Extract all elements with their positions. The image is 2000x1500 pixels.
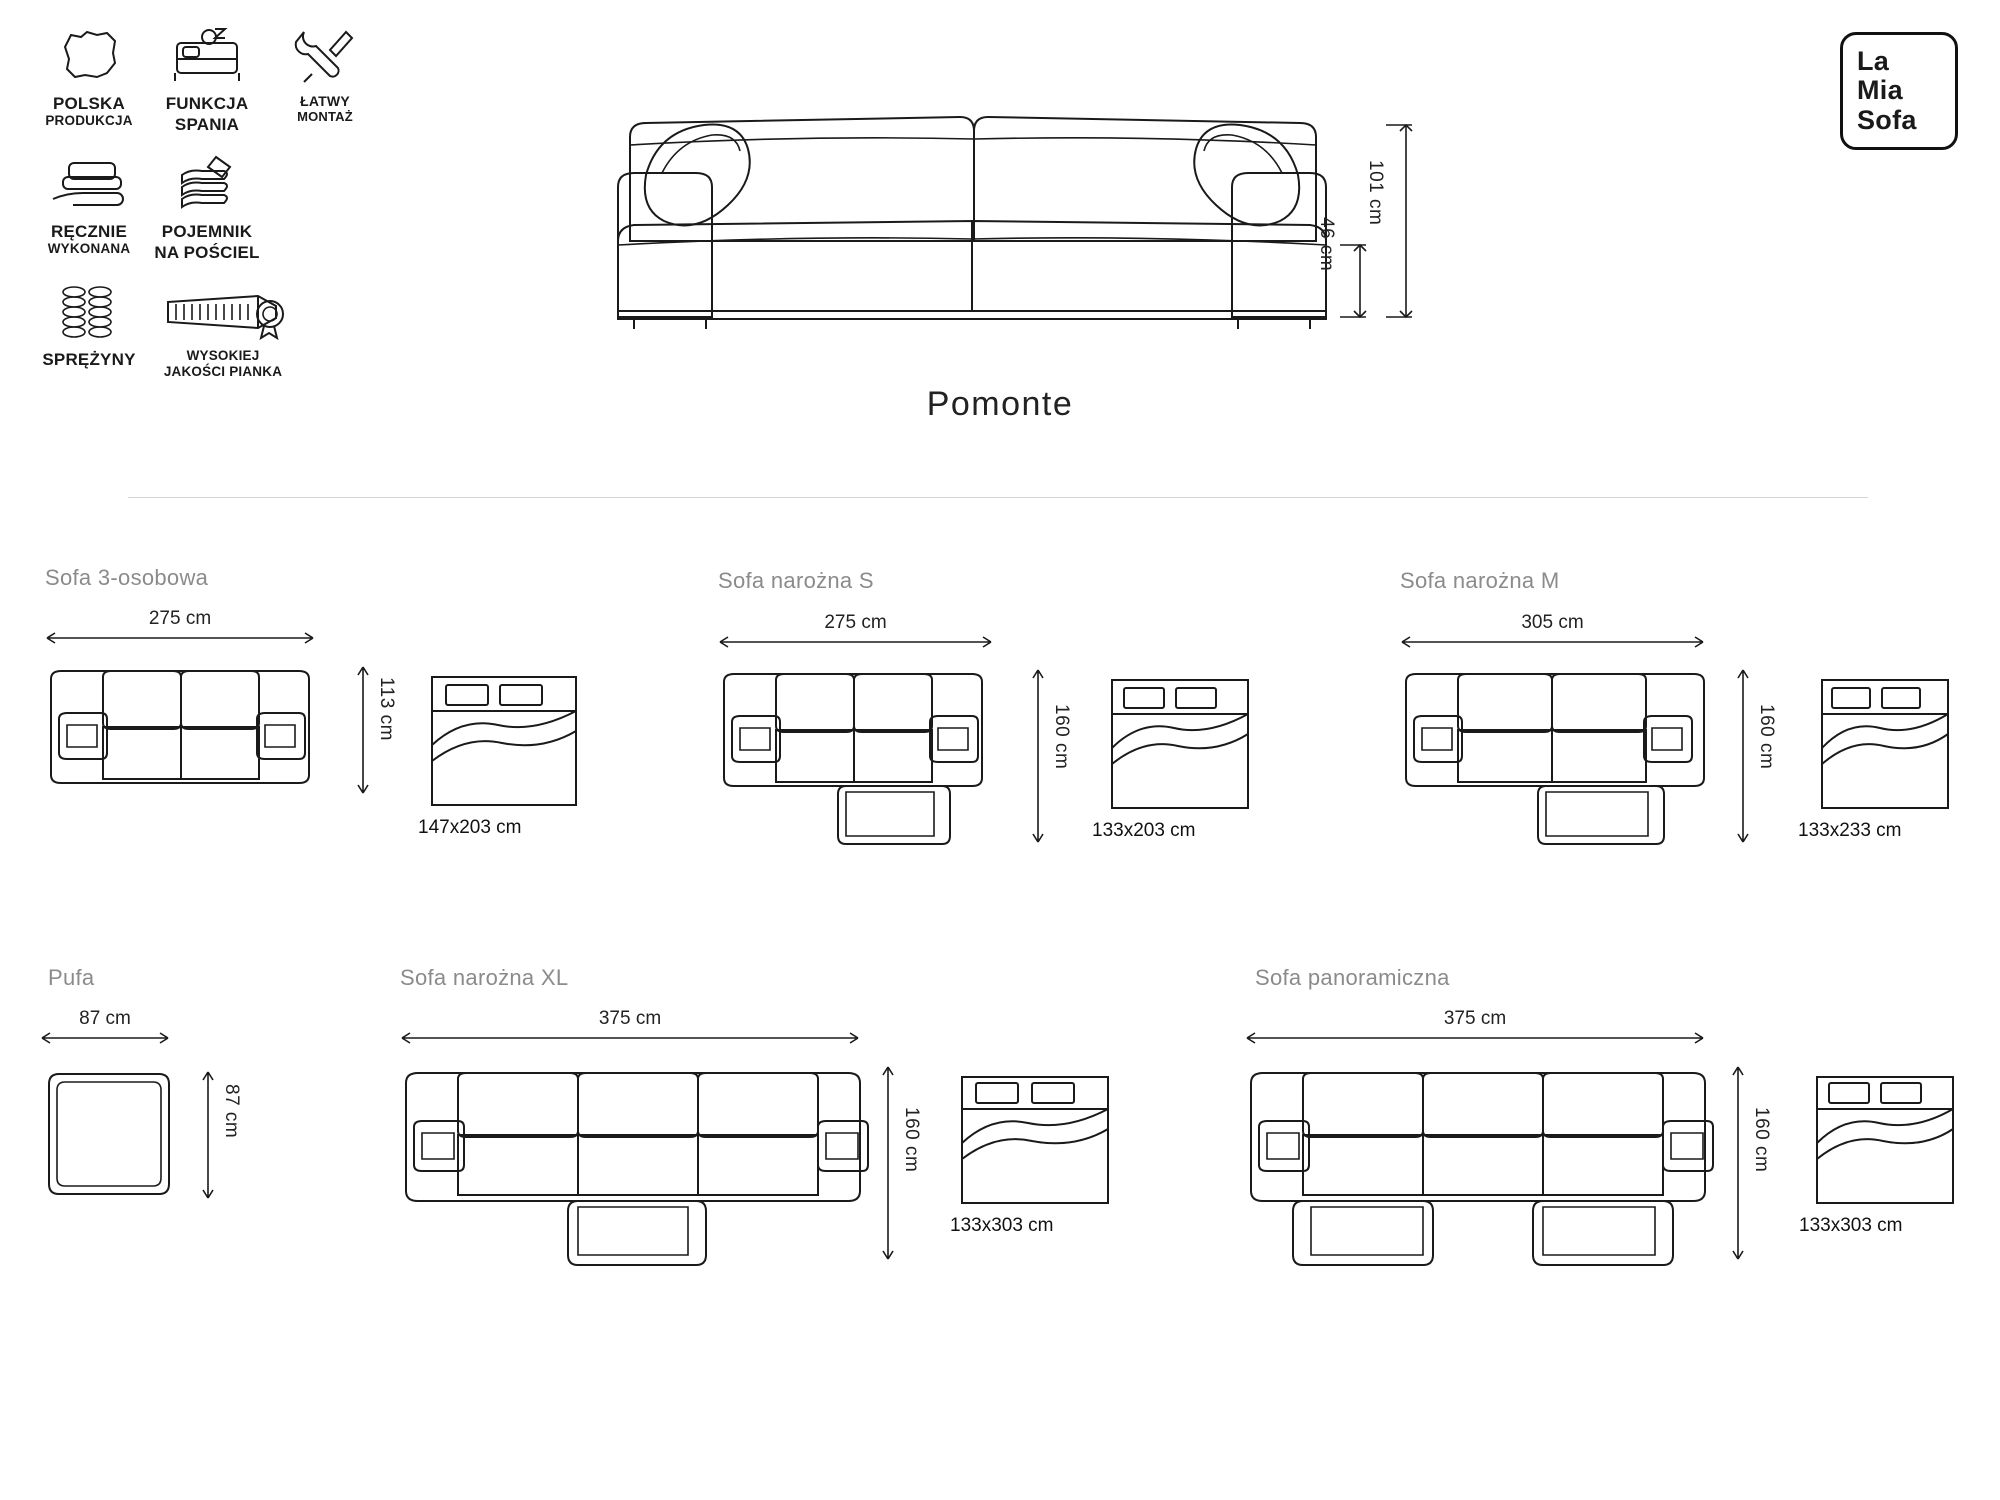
variant-2-bed: [1798, 678, 1950, 841]
variant-5-depth-dim: [1730, 1065, 1772, 1261]
variant-depth-label: 160 cm: [1051, 704, 1072, 770]
variant-4-depth-dim: [880, 1065, 922, 1261]
variant-title: Sofa narożna M: [1400, 568, 1560, 593]
feature-funkcja-spania: [148, 20, 266, 134]
foam-icon: [148, 276, 298, 348]
variant-width-label: 87 cm: [79, 1008, 131, 1029]
variant-1-width-dim: [718, 612, 1008, 650]
hero-total-height-label: 101 cm: [1365, 160, 1386, 226]
section-divider: [128, 497, 1868, 498]
feature-latwy-montaz: [266, 20, 384, 125]
variant-depth-label: 160 cm: [1756, 704, 1777, 770]
variant-1-topview: [718, 668, 1018, 848]
variant-depth-label: 160 cm: [901, 1107, 922, 1173]
features-row-3: [30, 276, 430, 393]
variant-width-label: 305 cm: [1521, 612, 1584, 633]
variant-sofa-narozna-m: [1400, 568, 1560, 594]
tools-icon: [266, 20, 384, 92]
poland-map-icon: [30, 20, 148, 92]
variant-depth-label: 113 cm: [376, 677, 397, 741]
variant-width-label: 275 cm: [824, 612, 887, 633]
variant-depth-label: 160 cm: [1751, 1107, 1772, 1173]
variant-width-label: 375 cm: [598, 1008, 662, 1029]
feature-label-line2: WYKONANA: [47, 241, 131, 257]
feature-label-line2: MONTAŻ: [297, 108, 353, 124]
variant-2-depth-dim: [1735, 668, 1777, 844]
brand-line3: Sofa: [1857, 104, 1917, 135]
variant-bed-label: 133x303 cm: [950, 1215, 1054, 1236]
hero-seat-height-label: 46 cm: [1316, 217, 1337, 272]
feature-label-line2: PRODUKCJA: [45, 113, 133, 129]
variant-2-topview: [1400, 668, 1720, 848]
variant-2-width-dim: [1400, 612, 1720, 650]
variant-bed-label: 147x203 cm: [418, 817, 522, 838]
product-title: Pomonte: [926, 385, 1074, 423]
variant-title: Sofa narożna S: [718, 568, 874, 593]
features-panel: [30, 20, 430, 393]
hand-sofa-icon: [30, 148, 148, 220]
feature-wysokiej-jakosci-pianka: [148, 276, 298, 379]
variant-0-topview: [45, 665, 335, 795]
variant-3-width-dim: [40, 1008, 190, 1046]
variant-sofa-3-osobowa: [45, 565, 208, 591]
feature-recznie-wykonana: [30, 148, 148, 257]
variant-bed-label: 133x303 cm: [1799, 1215, 1903, 1236]
variant-bed-label: 133x233 cm: [1798, 820, 1902, 841]
variant-4-topview: [400, 1065, 870, 1265]
variant-1-bed: [1092, 678, 1250, 841]
features-row-2: [30, 148, 430, 276]
brand-line2: Mia: [1857, 75, 1903, 106]
feature-pojemnik-na-posciel: [148, 148, 266, 262]
variant-1-depth-dim: [1030, 668, 1072, 844]
variant-width-label: 375 cm: [1443, 1008, 1507, 1029]
sleeping-person-icon: [148, 20, 266, 92]
variant-title: Sofa 3-osobowa: [45, 565, 209, 590]
variant-depth-label: 87 cm: [221, 1084, 242, 1139]
variant-3-topview: [45, 1070, 175, 1200]
variant-bed-label: 133x203 cm: [1092, 820, 1196, 841]
feature-sprezyny: [30, 276, 148, 369]
feature-label-line1: SPRĘŻYNY: [42, 350, 136, 370]
variant-sofa-narozna-s: [718, 568, 874, 594]
feature-label-line1: FUNKCJA: [165, 94, 249, 113]
variant-0-width-dim: [45, 608, 365, 646]
variant-0-depth-dim: [355, 665, 397, 795]
variant-pufa: [48, 965, 94, 991]
bedding-box-icon: [148, 148, 266, 220]
feature-label-line1: RĘCZNIE: [50, 222, 128, 242]
feature-label-line1: ŁATWY: [300, 93, 350, 109]
variant-4-width-dim: [400, 1008, 880, 1046]
variant-5-topview: [1245, 1065, 1715, 1265]
feature-label-line1: WYSOKIEJ: [186, 348, 260, 364]
variant-title: Pufa: [48, 965, 95, 990]
feature-label-line2: JAKOŚCI PIANKA: [163, 363, 283, 379]
feature-label-line1: POJEMNIK: [161, 222, 253, 242]
variant-sofa-narozna-xl: [400, 965, 568, 991]
variant-3-depth-dim: [200, 1070, 242, 1200]
variant-4-bed: [950, 1075, 1110, 1236]
feature-label-line1: POLSKA: [52, 94, 126, 113]
feature-label-line2: SPANIA: [174, 115, 240, 135]
variant-5-width-dim: [1245, 1008, 1725, 1046]
feature-polska-produkcja: [30, 20, 148, 129]
springs-icon: [30, 276, 148, 348]
brand-line1: La: [1857, 46, 1890, 77]
variant-title: Sofa panoramiczna: [1255, 965, 1450, 990]
variant-sofa-panoramiczna: [1255, 965, 1450, 991]
variant-width-label: 275 cm: [148, 608, 212, 629]
features-row-1: [30, 20, 430, 148]
hero-sofa-front-view: [600, 45, 1400, 345]
variant-5-bed: [1799, 1075, 1955, 1236]
variant-title: Sofa narożna XL: [400, 965, 569, 990]
feature-label-line2: NA POŚCIEL: [154, 243, 260, 263]
variant-0-bed: [418, 675, 578, 838]
brand-logo: [1840, 32, 1958, 150]
